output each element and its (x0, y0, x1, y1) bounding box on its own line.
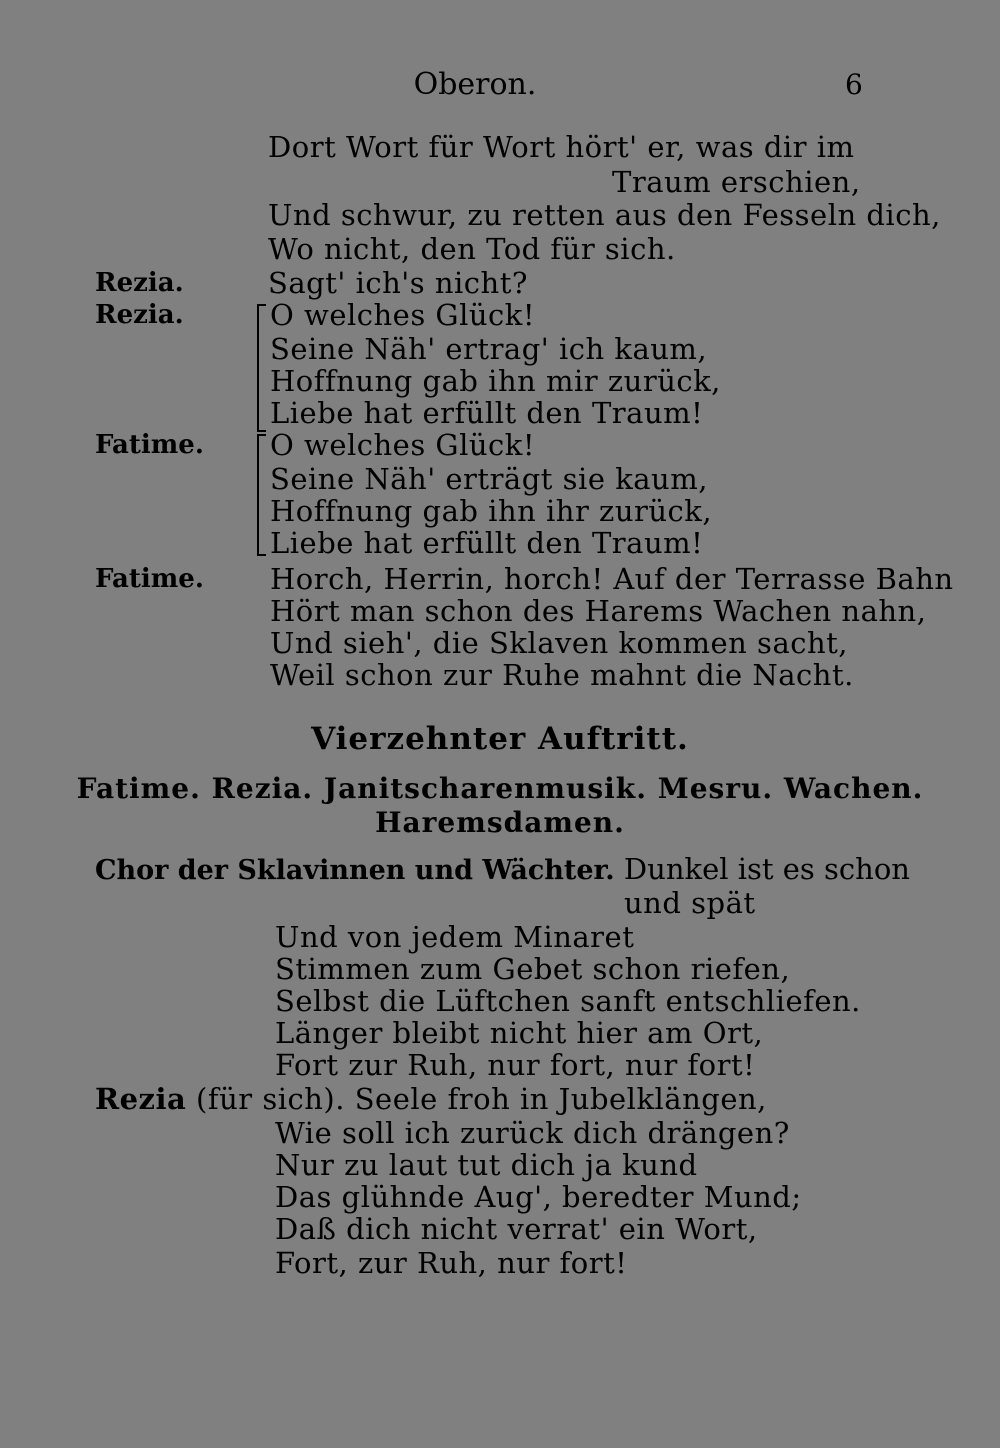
verse-line: Und sieh', die Sklaven kommen sacht, (270, 626, 849, 660)
verse-line: Daß dich nicht verrat' ein Wort, (275, 1212, 758, 1246)
speaker-rezia: Rezia (95, 1082, 187, 1116)
chorus-first-line (95, 852, 910, 888)
verse-line: O welches Glück! (270, 428, 536, 462)
speaker-fatime: Fatime. (95, 430, 204, 460)
verse-line: Seele froh in Jubelklängen, (354, 1082, 767, 1116)
verse-line: Und schwur, zu retten aus den Fesseln dich, (268, 198, 941, 232)
verse-line: Stimmen zum Gebet schon riefen, (275, 952, 791, 986)
verse-line: Wie soll ich zurück dich drängen? (275, 1116, 790, 1150)
speaker-rezia: Rezia. (95, 268, 184, 298)
verse-line: Das glühnde Aug', beredter Mund; (275, 1180, 802, 1214)
verse-line: Liebe hat erfüllt den Traum! (270, 396, 704, 430)
verse-line: und spät (624, 886, 756, 920)
verse-line: Hoffnung gab ihn ihr zurück, (270, 494, 713, 528)
verse-line: Seine Näh' erträgt sie kaum, (270, 462, 708, 496)
verse-line: Nur zu laut tut dich ja kund (275, 1148, 698, 1182)
speaker-fatime: Fatime. (95, 564, 204, 594)
cast-list: Fatime. Rezia. Janitscharenmusik. Mesru. Wachen. (76, 772, 924, 805)
verse-line: Hoffnung gab ihn mir zurück, (270, 364, 721, 398)
verse-line: Und von jedem Minaret (275, 920, 635, 954)
verse-line: Dunkel ist es schon (623, 852, 910, 886)
verse-line: Dort Wort für Wort hört' er, was dir im (268, 130, 855, 164)
rezia-first-line (95, 1082, 767, 1116)
cast-list: Haremsdamen. (375, 806, 625, 839)
verse-line: Länger bleibt nicht hier am Ort, (275, 1016, 764, 1050)
scene-title: Vierzehnter Auftritt. (311, 721, 689, 757)
verse-line: Sagt' ich's nicht? (268, 266, 528, 300)
verse-line: Liebe hat erfüllt den Traum! (270, 526, 704, 560)
verse-brace (257, 304, 266, 432)
verse-line: Hört man schon des Harems Wachen nahn, (270, 594, 927, 628)
verse-line: O welches Glück! (270, 298, 536, 332)
verse-line: Selbst die Lüftchen sanft entschliefen. (275, 984, 861, 1018)
verse-line: Weil schon zur Ruhe mahnt die Nacht. (270, 658, 854, 692)
verse-brace (257, 434, 266, 556)
verse-line: Fort zur Ruh, nur fort, nur fort! (275, 1048, 756, 1082)
stage-direction: (für sich). (196, 1082, 345, 1116)
verse-line: Horch, Herrin, horch! Auf der Terrasse Bahn (270, 562, 954, 596)
page-number: 6 (845, 68, 863, 101)
speaker-chorus: Chor der Sklavinnen und Wächter. (95, 855, 615, 886)
verse-line: Traum erschien, (612, 165, 861, 199)
verse-line: Wo nicht, den Tod für sich. (268, 232, 676, 266)
verse-line: Fort, zur Ruh, nur fort! (275, 1246, 628, 1280)
speaker-rezia: Rezia. (95, 300, 184, 330)
verse-line: Seine Näh' ertrag' ich kaum, (270, 332, 708, 366)
running-title: Oberon. (413, 67, 537, 102)
